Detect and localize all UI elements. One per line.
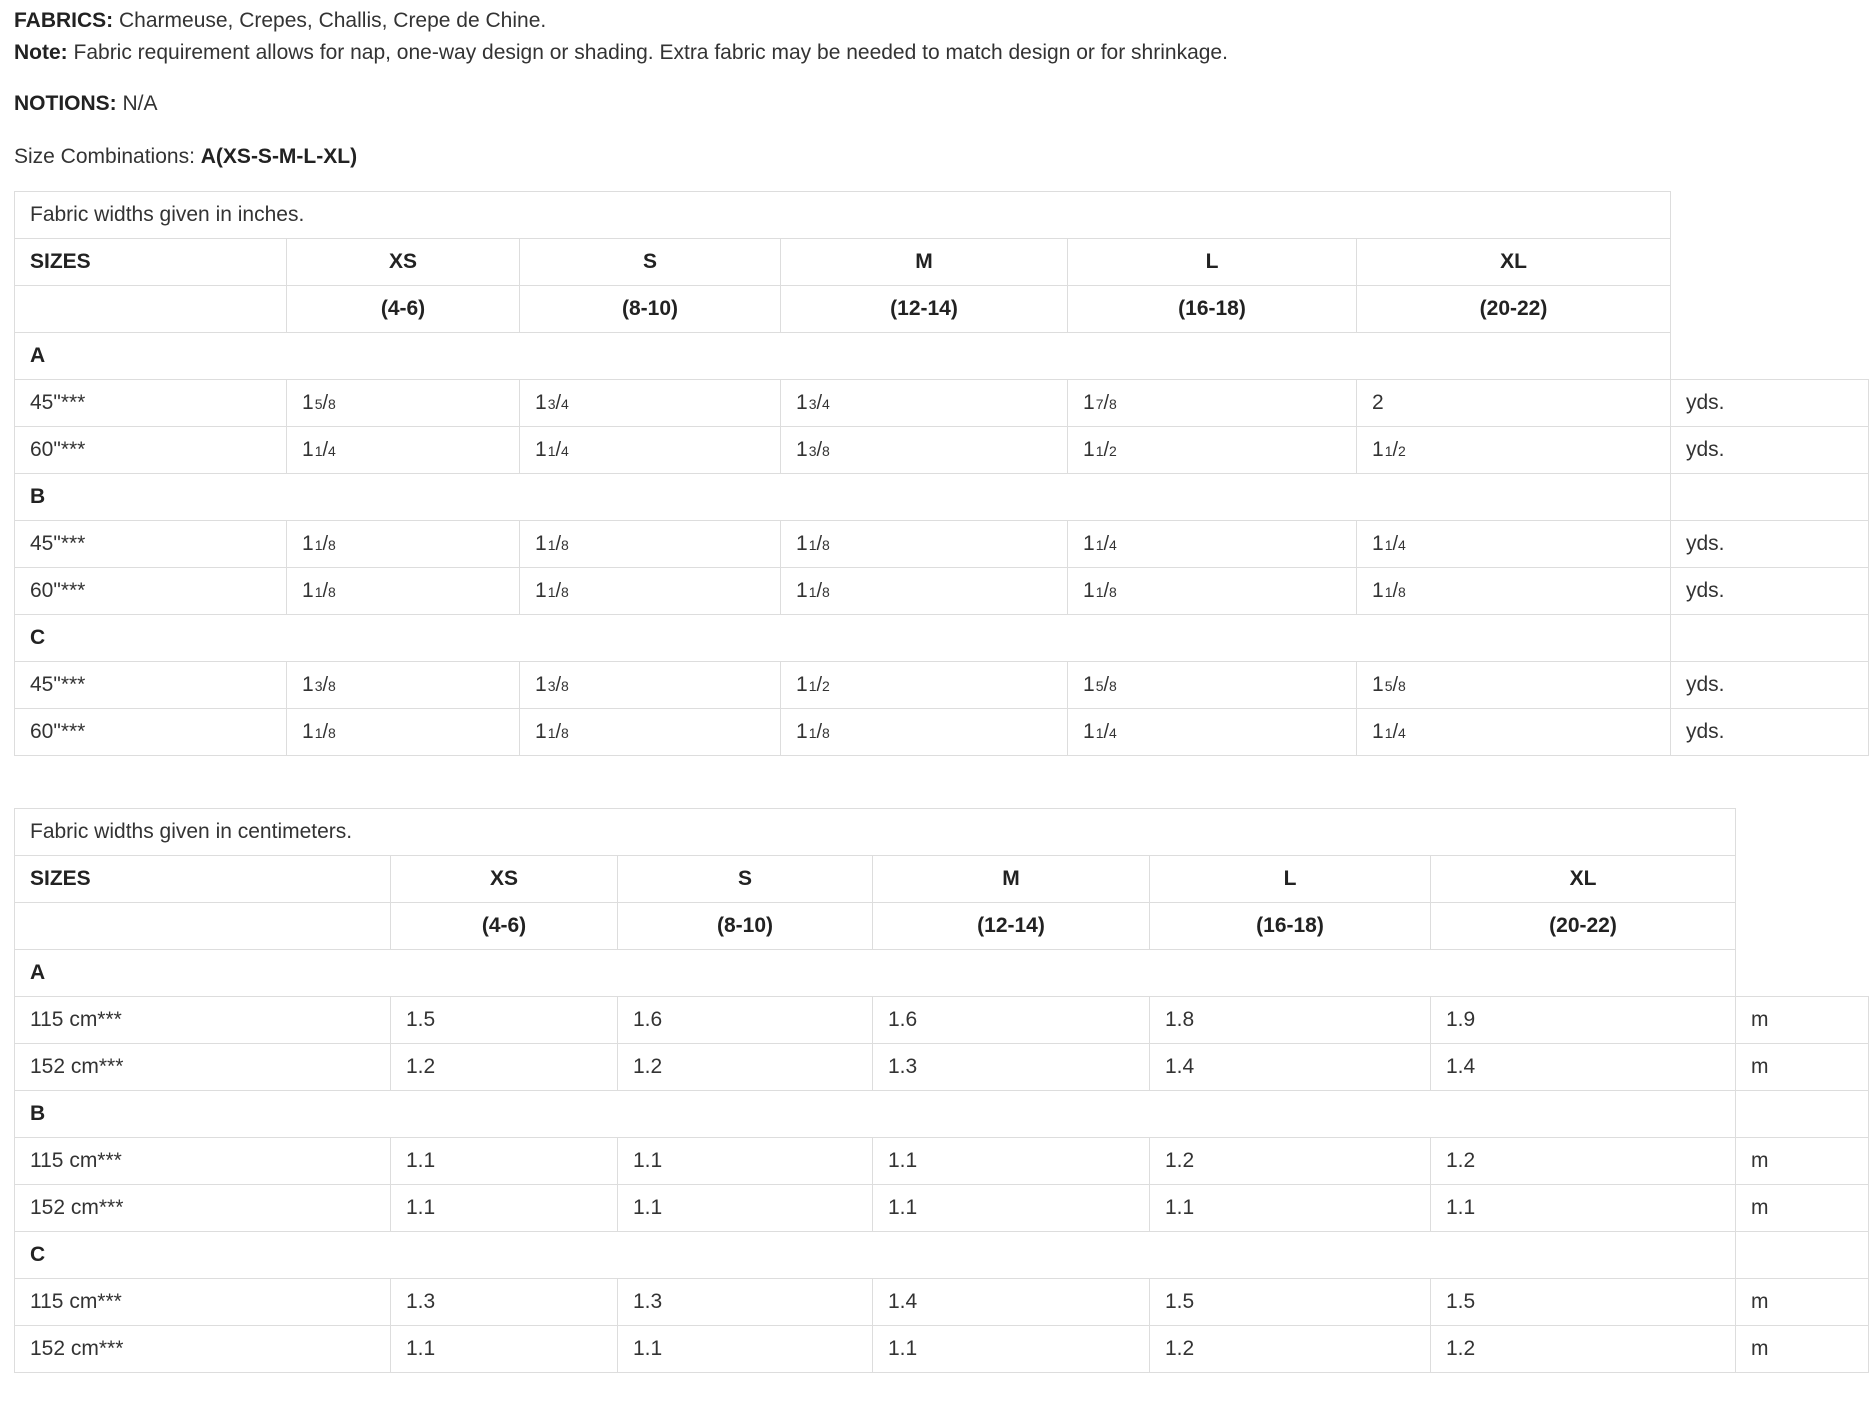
size-header: XL xyxy=(1357,239,1671,286)
yardage-value: 1 5 / 8 xyxy=(1068,662,1357,709)
view-label: A xyxy=(15,333,1671,380)
blank-cell xyxy=(1671,192,1869,380)
yardage-value: 1 1 / 8 xyxy=(781,709,1068,756)
unit-label: yds. xyxy=(1671,662,1869,709)
unit-label: yds. xyxy=(1671,521,1869,568)
note-label: Note: xyxy=(14,41,68,64)
size-range-row xyxy=(15,903,1869,950)
yardage-value: 1 5 / 8 xyxy=(1357,662,1671,709)
table-row xyxy=(15,427,1869,474)
unit-label: m xyxy=(1736,1279,1869,1326)
yardage-value: 1 7 / 8 xyxy=(1068,380,1357,427)
unit-label: m xyxy=(1736,1326,1869,1373)
fabrics-line xyxy=(14,0,1869,37)
yardage-value: 1 1 / 2 xyxy=(781,662,1068,709)
notions-label: NOTIONS: xyxy=(14,92,117,115)
yardage-value: 1.2 xyxy=(1431,1326,1736,1373)
table-row xyxy=(15,709,1869,756)
size-range: (20-22) xyxy=(1357,286,1671,333)
size-range-row xyxy=(15,286,1869,333)
empty-cell xyxy=(15,286,287,333)
size-header: S xyxy=(520,239,781,286)
yardage-value: 1 3 / 8 xyxy=(287,662,520,709)
size-range: (12-14) xyxy=(781,286,1068,333)
table-row xyxy=(15,1138,1869,1185)
yardage-value: 1.9 xyxy=(1431,997,1736,1044)
note-value: Fabric requirement allows for nap, one-way design or shading. Extra fabric may be needed to match design or for shrinkage. xyxy=(67,41,1228,64)
fabric-width: 152 cm*** xyxy=(15,1185,391,1232)
yardage-value: 1.2 xyxy=(391,1044,618,1091)
view-group-row xyxy=(15,950,1869,997)
table-row xyxy=(15,1044,1869,1091)
table-row xyxy=(15,521,1869,568)
yardage-value: 1.1 xyxy=(873,1138,1150,1185)
notions-line xyxy=(14,88,1869,120)
yardage-value: 1 1 / 8 xyxy=(287,521,520,568)
view-label: C xyxy=(15,615,1671,662)
yardage-value: 1 1 / 8 xyxy=(520,521,781,568)
size-header: L xyxy=(1068,239,1357,286)
view-group-row xyxy=(15,474,1869,521)
size-header: M xyxy=(873,856,1150,903)
yardage-value: 1.1 xyxy=(391,1185,618,1232)
view-label: C xyxy=(15,1232,1736,1279)
size-header: XS xyxy=(287,239,520,286)
empty-cell xyxy=(1736,1232,1869,1279)
table-caption-row xyxy=(15,809,1869,856)
size-header: L xyxy=(1150,856,1431,903)
yardage-value: 1 3 / 4 xyxy=(520,380,781,427)
size-header: XL xyxy=(1431,856,1736,903)
empty-cell xyxy=(1671,615,1869,662)
size-range: (4-6) xyxy=(391,903,618,950)
view-group-row xyxy=(15,1091,1869,1138)
yardage-value: 1.2 xyxy=(1431,1138,1736,1185)
yardage-value: 1.3 xyxy=(618,1279,873,1326)
table-row xyxy=(15,568,1869,615)
yardage-value: 1.6 xyxy=(873,997,1150,1044)
fabric-width: 60"*** xyxy=(15,709,287,756)
yardage-value: 1.1 xyxy=(391,1326,618,1373)
view-label: B xyxy=(15,474,1671,521)
unit-label: yds. xyxy=(1671,380,1869,427)
empty-cell xyxy=(1671,474,1869,521)
sizes-header-row xyxy=(15,856,1869,903)
yardage-value: 1 1 / 4 xyxy=(1068,521,1357,568)
size-header: M xyxy=(781,239,1068,286)
table-caption-row xyxy=(15,192,1869,239)
view-group-row xyxy=(15,333,1869,380)
size-range: (12-14) xyxy=(873,903,1150,950)
yardage-value: 1.3 xyxy=(391,1279,618,1326)
yardage-value: 1.1 xyxy=(618,1326,873,1373)
yardage-value: 1 1 / 2 xyxy=(1068,427,1357,474)
fabric-width: 115 cm*** xyxy=(15,997,391,1044)
fabric-width: 45"*** xyxy=(15,662,287,709)
yardage-value: 1 1 / 4 xyxy=(1357,709,1671,756)
table-row xyxy=(15,1326,1869,1373)
yardage-value: 1.6 xyxy=(618,997,873,1044)
yardage-value: 1 1 / 8 xyxy=(781,521,1068,568)
fabric-width: 60"*** xyxy=(15,568,287,615)
yardage-value: 1.2 xyxy=(618,1044,873,1091)
size-range: (16-18) xyxy=(1068,286,1357,333)
yardage-value: 2 xyxy=(1357,380,1671,427)
table-row xyxy=(15,380,1869,427)
yardage-value: 1 1 / 4 xyxy=(1357,521,1671,568)
unit-label: m xyxy=(1736,997,1869,1044)
fabric-width: 115 cm*** xyxy=(15,1279,391,1326)
centimeters-fabric-table xyxy=(14,808,1869,1373)
yardage-value: 1.1 xyxy=(873,1185,1150,1232)
fabric-width: 45"*** xyxy=(15,380,287,427)
yardage-value: 1.1 xyxy=(391,1138,618,1185)
yardage-value: 1 1 / 4 xyxy=(287,427,520,474)
size-header: S xyxy=(618,856,873,903)
size-range: (4-6) xyxy=(287,286,520,333)
view-label: A xyxy=(15,950,1736,997)
fabric-width: 45"*** xyxy=(15,521,287,568)
yardage-value: 1 3 / 8 xyxy=(781,427,1068,474)
yardage-value: 1.1 xyxy=(1150,1185,1431,1232)
yardage-value: 1.3 xyxy=(873,1044,1150,1091)
yardage-value: 1 1 / 8 xyxy=(287,568,520,615)
unit-label: yds. xyxy=(1671,709,1869,756)
yardage-value: 1 1 / 2 xyxy=(1357,427,1671,474)
blank-cell xyxy=(1736,809,1869,997)
unit-label: yds. xyxy=(1671,427,1869,474)
yardage-value: 1.1 xyxy=(1431,1185,1736,1232)
note-line xyxy=(14,37,1869,69)
yardage-value: 1 1 / 8 xyxy=(781,568,1068,615)
yardage-value: 1.1 xyxy=(873,1326,1150,1373)
yardage-value: 1 1 / 8 xyxy=(520,709,781,756)
fabric-width: 152 cm*** xyxy=(15,1326,391,1373)
size-combinations-value: A(XS-S-M-L-XL) xyxy=(200,145,358,168)
yardage-value: 1.4 xyxy=(873,1279,1150,1326)
yardage-value: 1 1 / 8 xyxy=(520,568,781,615)
notions-value: N/A xyxy=(116,92,158,115)
sizes-label: SIZES xyxy=(15,856,391,903)
table-caption: Fabric widths given in inches. xyxy=(15,192,1671,239)
empty-cell xyxy=(1736,1091,1869,1138)
size-combinations-line xyxy=(14,141,1869,173)
yardage-value: 1.5 xyxy=(1150,1279,1431,1326)
unit-label: m xyxy=(1736,1138,1869,1185)
fabric-width: 60"*** xyxy=(15,427,287,474)
unit-label: m xyxy=(1736,1044,1869,1091)
yardage-value: 1 3 / 8 xyxy=(520,662,781,709)
yardage-value: 1.5 xyxy=(1431,1279,1736,1326)
yardage-value: 1.4 xyxy=(1150,1044,1431,1091)
view-label: B xyxy=(15,1091,1736,1138)
yardage-value: 1 1 / 4 xyxy=(1068,709,1357,756)
table-row xyxy=(15,997,1869,1044)
size-combinations-label: Size Combinations: xyxy=(14,145,201,168)
table-caption: Fabric widths given in centimeters. xyxy=(15,809,1736,856)
yardage-value: 1.5 xyxy=(391,997,618,1044)
table-row xyxy=(15,1279,1869,1326)
yardage-value: 1 3 / 4 xyxy=(781,380,1068,427)
yardage-value: 1.1 xyxy=(618,1138,873,1185)
yardage-value: 1.1 xyxy=(618,1185,873,1232)
fabrics-value: Charmeuse, Crepes, Challis, Crepe de Chine. xyxy=(113,9,547,32)
unit-label: yds. xyxy=(1671,568,1869,615)
yardage-value: 1.2 xyxy=(1150,1326,1431,1373)
fabrics-label: FABRICS: xyxy=(14,9,114,32)
table-row xyxy=(15,662,1869,709)
fabric-width: 115 cm*** xyxy=(15,1138,391,1185)
yardage-value: 1 1 / 8 xyxy=(287,709,520,756)
sizes-label: SIZES xyxy=(15,239,287,286)
size-range: (20-22) xyxy=(1431,903,1736,950)
view-group-row xyxy=(15,1232,1869,1279)
size-range: (8-10) xyxy=(618,903,873,950)
size-range: (8-10) xyxy=(520,286,781,333)
empty-cell xyxy=(15,903,391,950)
table-row xyxy=(15,1185,1869,1232)
yardage-value: 1.8 xyxy=(1150,997,1431,1044)
view-group-row xyxy=(15,615,1869,662)
size-header: XS xyxy=(391,856,618,903)
sizes-header-row xyxy=(15,239,1869,286)
unit-label: m xyxy=(1736,1185,1869,1232)
inches-fabric-table xyxy=(14,191,1869,756)
yardage-value: 1 1 / 8 xyxy=(1068,568,1357,615)
yardage-value: 1.4 xyxy=(1431,1044,1736,1091)
yardage-value: 1 1 / 4 xyxy=(520,427,781,474)
yardage-value: 1 1 / 8 xyxy=(1357,568,1671,615)
size-range: (16-18) xyxy=(1150,903,1431,950)
yardage-value: 1 5 / 8 xyxy=(287,380,520,427)
fabric-width: 152 cm*** xyxy=(15,1044,391,1091)
yardage-value: 1.2 xyxy=(1150,1138,1431,1185)
